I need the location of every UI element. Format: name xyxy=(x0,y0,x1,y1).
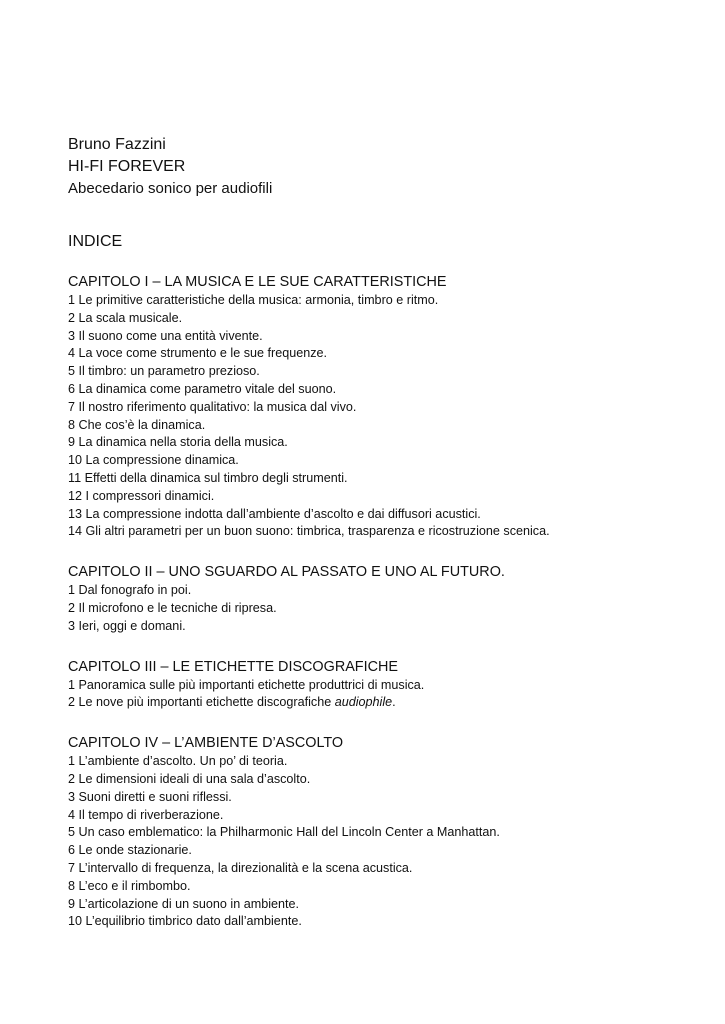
chapter-4 xyxy=(68,734,708,931)
toc-entry: 4 La voce come strumento e le sue frequenze. xyxy=(68,346,328,361)
toc-entry: 1 Dal fonografo in poi. xyxy=(68,583,192,598)
toc-entry: 10 L’equilibrio timbrico dato dall’ambiente. xyxy=(68,914,302,929)
chapter-entries xyxy=(68,677,708,713)
toc-entry-with-italic xyxy=(68,694,708,712)
toc-entry: 2 Le dimensioni ideali di una sala d’ascolto. xyxy=(68,771,311,786)
chapter-3 xyxy=(68,658,708,713)
toc-entry-text: 2 Le nove più importanti etichette discografiche xyxy=(68,695,335,710)
chapter-entries xyxy=(68,292,708,541)
toc-entry: 4 Il tempo di riverberazione. xyxy=(68,807,224,822)
toc-entry: 11 Effetti della dinamica sul timbro degli strumenti. xyxy=(68,470,348,485)
toc-entry: 6 Le onde stazionarie. xyxy=(68,843,192,858)
toc-entry: 2 Il microfono e le tecniche di ripresa. xyxy=(68,600,277,615)
chapter-1 xyxy=(68,273,708,541)
toc-entry-italic-word: audiophile xyxy=(334,695,393,710)
toc-entry: 9 L’articolazione di un suono in ambiente. xyxy=(68,896,300,911)
toc-entry: 8 L’eco e il rimbombo. xyxy=(68,878,191,893)
chapter-entries xyxy=(68,753,708,931)
book-title: HI-FI FOREVER xyxy=(68,158,186,175)
toc-entry: 2 La scala musicale. xyxy=(68,310,183,325)
book-subtitle: Abecedario sonico per audiofili xyxy=(68,180,273,197)
toc-entry: 7 Il nostro riferimento qualitativo: la musica dal vivo. xyxy=(68,399,357,414)
toc-entry: 12 I compressori dinamici. xyxy=(68,488,215,503)
toc-entry: 3 Il suono come una entità vivente. xyxy=(68,328,263,343)
chapter-title: CAPITOLO II – UNO SGUARDO AL PASSATO E UNO AL FUTURO. xyxy=(68,564,505,581)
toc-entry: 1 Le primitive caratteristiche della musica: armonia, timbro e ritmo. xyxy=(68,293,439,307)
toc-entry: 8 Che cos’è la dinamica. xyxy=(68,417,206,432)
author-name: Bruno Fazzini xyxy=(68,136,166,153)
toc-entry: 3 Ieri, oggi e domani. xyxy=(68,618,186,633)
index-heading: INDICE xyxy=(68,233,123,250)
chapter-2 xyxy=(68,563,708,635)
chapter-title: CAPITOLO I – LA MUSICA E LE SUE CARATTERISTICHE xyxy=(68,274,447,290)
chapter-entries xyxy=(68,582,708,635)
toc-entry: 10 La compressione dinamica. xyxy=(68,453,239,468)
chapter-title: CAPITOLO III – LE ETICHETTE DISCOGRAFICHE xyxy=(68,658,398,675)
toc-entry: 14 Gli altri parametri per un buon suono: timbrica, trasparenza e ricostruzione scenica. xyxy=(68,524,550,539)
document-page xyxy=(68,134,708,931)
toc-entry: 1 L’ambiente d’ascolto. Un po’ di teoria. xyxy=(68,754,288,769)
toc-entry: 6 La dinamica come parametro vitale del suono. xyxy=(68,381,337,396)
toc-entry: 3 Suoni diretti e suoni riflessi. xyxy=(68,789,232,804)
chapter-title: CAPITOLO IV – L’AMBIENTE D’ASCOLTO xyxy=(68,735,344,752)
toc-entry: 5 Un caso emblematico: la Philharmonic Hall del Lincoln Center a Manhattan. xyxy=(68,825,500,840)
toc-entry-suffix: . xyxy=(392,695,396,710)
toc-entry: 5 Il timbro: un parametro prezioso. xyxy=(68,364,260,379)
toc-entry: 13 La compressione indotta dall’ambiente d’ascolto e dai diffusori acustici. xyxy=(68,506,481,521)
toc-entry: 7 L’intervallo di frequenza, la direzionalità e la scena acustica. xyxy=(68,860,413,875)
toc-entry: 1 Panoramica sulle più importanti etichette produttrici di musica. xyxy=(68,677,425,692)
toc-entry: 9 La dinamica nella storia della musica. xyxy=(68,435,288,450)
